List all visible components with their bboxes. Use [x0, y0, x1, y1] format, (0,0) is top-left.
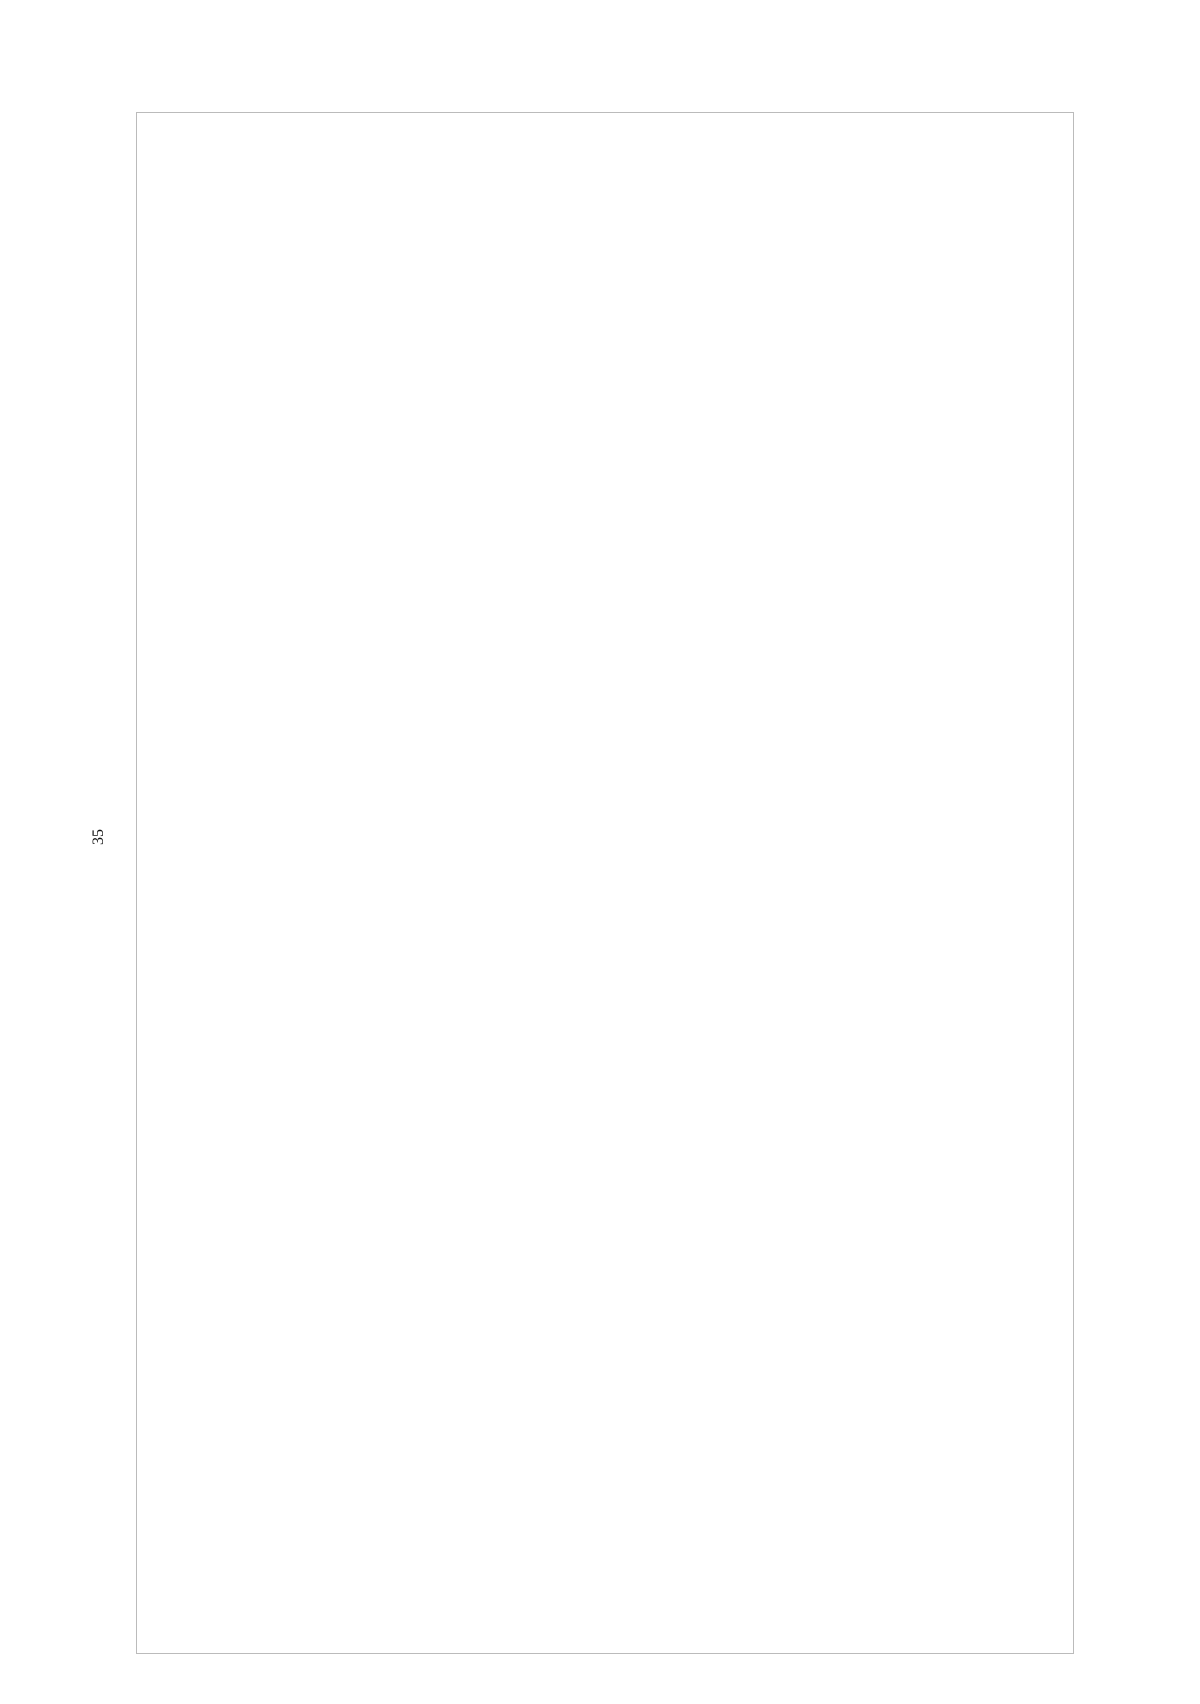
table-placeholder — [137, 113, 1073, 1653]
page-number: 35 — [90, 829, 107, 845]
table-frame — [136, 112, 1074, 1654]
